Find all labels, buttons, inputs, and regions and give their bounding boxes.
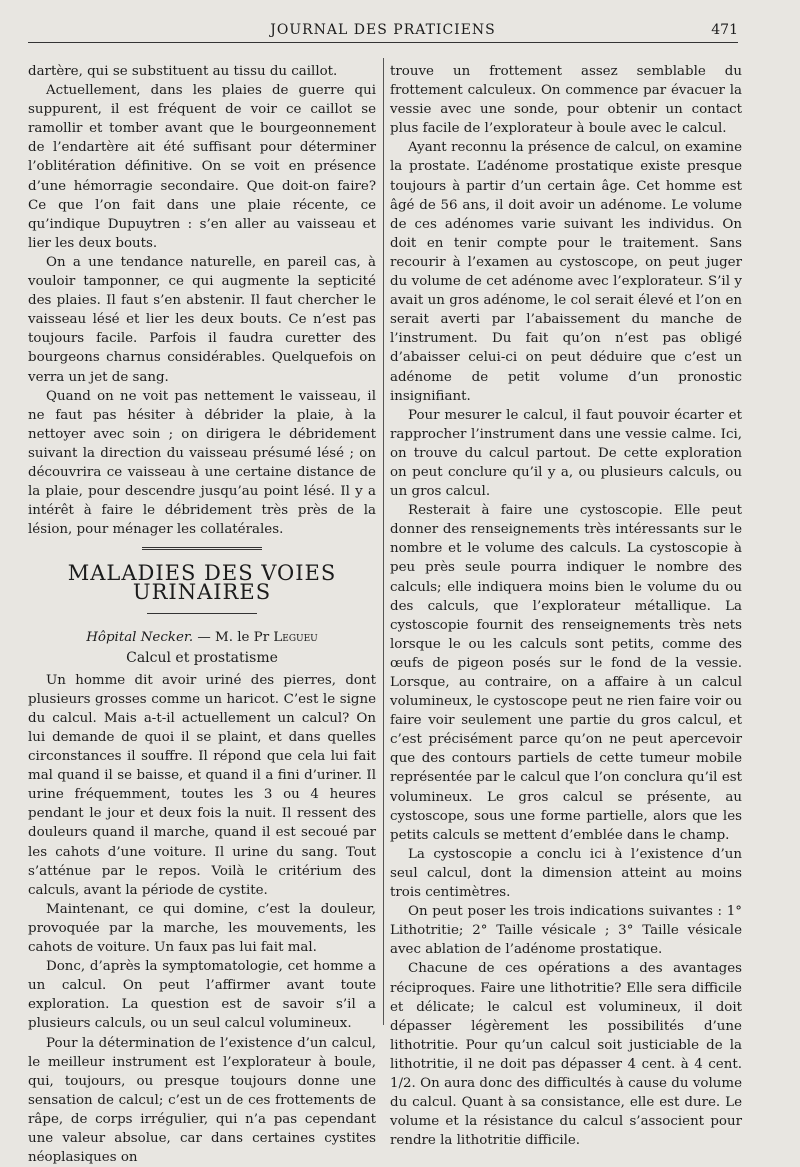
column-divider xyxy=(383,58,384,1025)
journal-title: JOURNAL DES PRATICIENS xyxy=(28,22,738,38)
right-column xyxy=(390,62,742,1025)
paragraph: Chacune de ces opérations a des avantages réciproques. Faire une lithotritie? Elle sera difficile et délicate; le calcul est volumineux, il doit dépasser légèrement les possibilités d’une lithotritie. Pour qu’un calcul soit justiciable de la lithotritie, il ne doit pas dépasser 4 cent. à 4 cent. 1/2. On aura donc des difficultés à cause du volume du calcul. Quant à sa consistance, elle est dure. Le volume et la résistance du calcul s’associent pour rendre la lithotritie difficile. xyxy=(390,959,742,1150)
author-name: Legueu xyxy=(273,630,317,645)
running-header xyxy=(28,20,738,43)
paragraph: Donc, d’après la symptomatologie, cet homme a un calcul. On peut l’affirmer avant toute exploration. La question est de savoir s’il a plusieurs calculs, ou un seul calcul volumineux. xyxy=(28,957,376,1033)
left-column xyxy=(28,62,376,1025)
paragraph: Resterait à faire une cystoscopie. Elle peut donner des renseignements très intéressants sur le nombre et le volume des calculs. La cystoscopie à peu près seule pourra indiquer le nombre des calculs; elle indiquera moins bien le volume du ou des calculs, que l’explorateur métallique. La cystoscopie fournit des renseignements très nets lorsque le ou les calculs sont petits, comme des œufs de pigeon posés sur le fond de la vessie. Lorsque, au contraire, on a affaire à un calcul volumineux, le cystoscope peut ne rien faire voir ou faire voir seulement une partie du gros calcul, et c’est précisément parce qu’on ne peut apercevoir que des contours partiels de cette tumeur mobile représentée par le calcul que l’on conclura qu’il est volumineux. Le gros calcul se présente, au cystoscope, sous une forme partielle, alors que les petits calculs se mettent d’emblée dans le champ. xyxy=(390,501,742,845)
paragraph: Quand on ne voit pas nettement le vaisseau, il ne faut pas hésiter à débrider la plaie, à la nettoyer avec soin ; on dirigera le débridement suivant la direction du vaisseau présumé lésé ; on découvrira ce vaisseau à une certaine distance de la plaie, pour descendre jusqu’au point lésé. Il y a intérêt à faire le débridement très près de la lésion, pour ménager les collatérales. xyxy=(28,387,376,540)
paragraph: On a une tendance naturelle, en pareil cas, à vouloir tamponner, ce qui augmente la septicité des plaies. Il faut s’en abstenir. Il faut chercher le vaisseau lésé et lier les deux bouts. Ce n’est pas toujours facile. Parfois il faudra curetter des bourgeons charnus considérables. Quelquefois on verra un jet de sang. xyxy=(28,253,376,387)
hospital-name: Hôpital Necker. xyxy=(86,630,193,645)
paragraph: Pour mesurer le calcul, il faut pouvoir écarter et rapprocher l’instrument dans une vessie calme. Ici, on trouve du calcul partout. De cette exploration on peut conclure qu’il y a, ou plusieurs calculs, ou un gros calcul. xyxy=(390,406,742,501)
paragraph: Ayant reconnu la présence de calcul, on examine la prostate. L’adénome prostatique existe presque toujours à partir d’un certain âge. Cet homme est âgé de 56 ans, il doit avoir un adénome. Le volume de ces adénomes varie suivant les individus. On doit en tenir compte pour le traitement. Sans recourir à l’examen au cystoscope, on peut juger du volume de cet adénome avec l’explorateur. S’il y avait un gros adénome, le col serait élevé et l’on en serait averti par l’abaissement du manche de l’instrument. Du fait qu’on n’est pas obligé d’abaisser celui-ci on peut déduire que c’est un adénome de petit volume d’un pronostic insignifiant. xyxy=(390,138,742,405)
lecture-byline xyxy=(28,628,376,647)
lecture-title: Calcul et prostatisme xyxy=(28,649,376,668)
section-title: MALADIES DES VOIES URINAIRES xyxy=(28,564,376,602)
paragraph: La cystoscopie a conclu ici à l’existence d’un seul calcul, dont la dimension atteint au moins trois centimètres. xyxy=(390,845,742,902)
paragraph: On peut poser les trois indications suivantes : 1° Lithotritie; 2° Taille vésicale ; 3° Taille vésicale avec ablation de l’adénome prostatique. xyxy=(390,902,742,959)
page-number: 471 xyxy=(711,22,738,38)
paragraph: dartère, qui se substituent au tissu du caillot. xyxy=(28,62,376,81)
section-divider xyxy=(142,547,262,550)
author-prefix: — M. le Pr xyxy=(193,630,273,645)
paragraph: trouve un frottement assez semblable du frottement calculeux. On commence par évacuer la vessie avec une sonde, pour obtenir un contact plus facile de l’explorateur à boule avec le calcul. xyxy=(390,62,742,138)
paragraph: Pour la détermination de l’existence d’un calcul, le meilleur instrument est l’explorateur à boule, qui, toujours, ou presque toujours donne une sensation de calcul; c’est un de ces frottements de râpe, de corps irrégulier, qui n’a pas cependant une valeur absolue, car dans certaines cystites néoplasiques on xyxy=(28,1034,376,1167)
paragraph: Maintenant, ce qui domine, c’est la douleur, provoquée par la marche, les mouvements, les cahots de voiture. Un faux pas lui fait mal. xyxy=(28,900,376,957)
paragraph: Actuellement, dans les plaies de guerre qui suppurent, il est fréquent de voir ce caillot se ramollir et tomber avant que le bourgeonnement de l’endartère ait été suffisant pour déterminer l’oblitération définitive. On se voit en présence d’une hémorragie secondaire. Que doit-on faire? Ce que l’on fait dans une plaie récente, ce qu’indique Dupuytren : s’en aller au vaisseau et lier les deux bouts. xyxy=(28,81,376,253)
paragraph: Un homme dit avoir uriné des pierres, dont plusieurs grosses comme un haricot. C’est le signe du calcul. Mais a-t-il actuellement un calcul? On lui demande de quoi il se plaint, et dans quelles circonstances il souffre. Il répond que cela lui fait mal quand il se baisse, et quand il a fini d’uriner. Il urine fréquemment, toutes les 3 ou 4 heures pendant le jour et deux fois la nuit. Il ressent des douleurs quand il marche, quand il est secoué par les cahots d’une voiture. Il urine du sang. Tout s’atténue par le repos. Voilà le critérium des calculs, avant la période de cystite. xyxy=(28,671,376,900)
title-underline xyxy=(147,613,257,614)
